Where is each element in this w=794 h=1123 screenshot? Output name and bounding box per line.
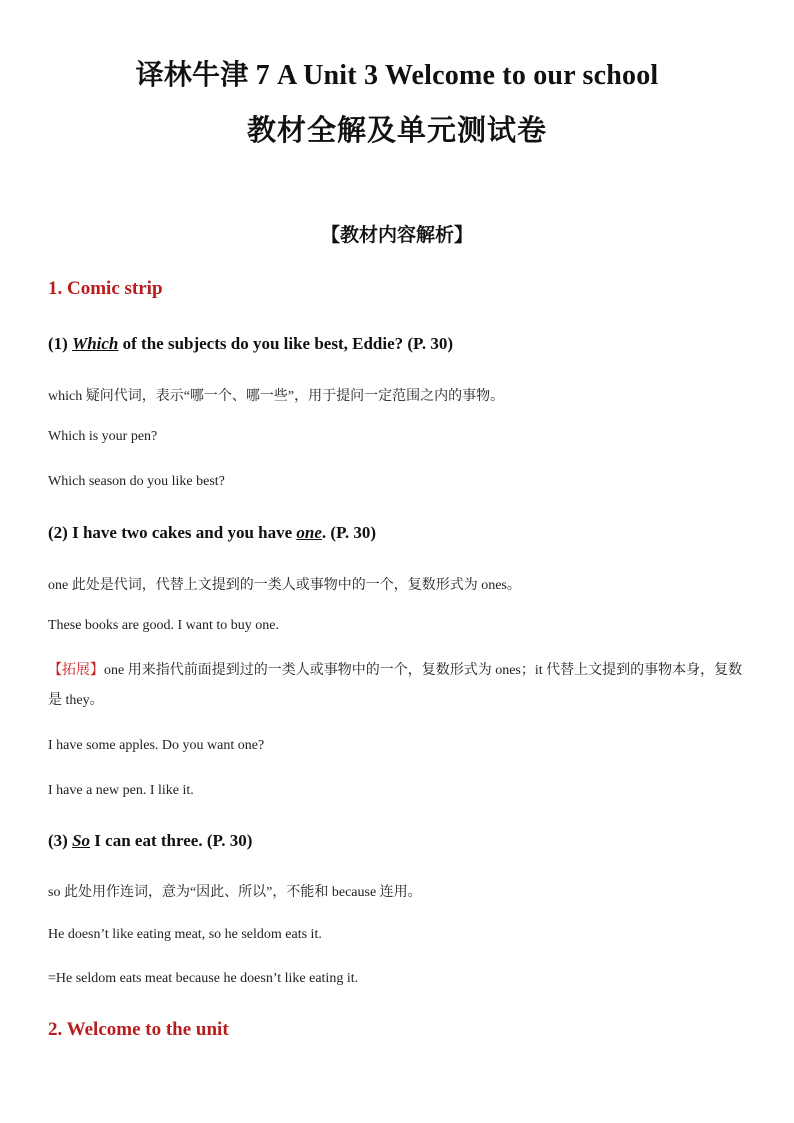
document-subtitle: 教材全解及单元测试卷 xyxy=(246,115,547,147)
point-suffix: I can eat three. (P. 30) xyxy=(90,831,253,850)
explanation-text: so 此处用作连词，意为“因此、所以”，不能和 because 连用。 xyxy=(48,885,422,900)
explanation-text: one 此处是代词，代替上文提到的一类人或事物中的一个，复数形式为 ones。 xyxy=(48,578,521,593)
point-suffix: . (P. 30) xyxy=(321,523,377,542)
document-title: 译林牛津 7 A Unit 3 Welcome to our school xyxy=(135,60,659,91)
example-sentence: Which season do you like best? xyxy=(48,474,225,489)
extension-note xyxy=(48,656,748,716)
point-prefix: (2) I have two cakes and you have xyxy=(48,523,297,542)
point-prefix: (3) xyxy=(48,831,73,850)
section-heading-comic-strip: 1. Comic strip xyxy=(48,278,163,299)
extension-text: one 用来指代前面提到过的一类人或事物中的一个，复数形式为 ones；it 代替上文提到的事物本身，复数是 they。 xyxy=(48,663,743,708)
point-keyword: So xyxy=(72,831,91,850)
section-heading-welcome-to-the-unit: 2. Welcome to the unit xyxy=(48,1019,229,1040)
example-sentence: I have a new pen. I like it. xyxy=(48,783,194,798)
extension-tag: 【拓展】 xyxy=(48,663,104,678)
section-header: 【教材内容解析】 xyxy=(320,225,473,246)
example-sentence: Which is your pen? xyxy=(48,429,158,444)
explanation-text: which 疑问代词，表示“哪一个、哪一些”，用于提问一定范围之内的事物。 xyxy=(48,389,505,404)
point-heading-1 xyxy=(48,334,453,354)
example-sentence: He doesn’t like eating meat, so he seldom eats it. xyxy=(48,927,322,942)
example-sentence: These books are good. I want to buy one. xyxy=(48,618,279,633)
point-keyword: Which xyxy=(72,334,119,353)
point-keyword: one xyxy=(296,523,322,542)
point-heading-3 xyxy=(48,831,252,851)
point-heading-2 xyxy=(48,523,376,543)
point-prefix: (1) xyxy=(48,334,73,353)
point-suffix: of the subjects do you like best, Eddie? (P. 30) xyxy=(118,334,454,353)
example-sentence: I have some apples. Do you want one? xyxy=(48,738,265,753)
example-sentence: =He seldom eats meat because he doesn’t like eating it. xyxy=(48,971,359,986)
